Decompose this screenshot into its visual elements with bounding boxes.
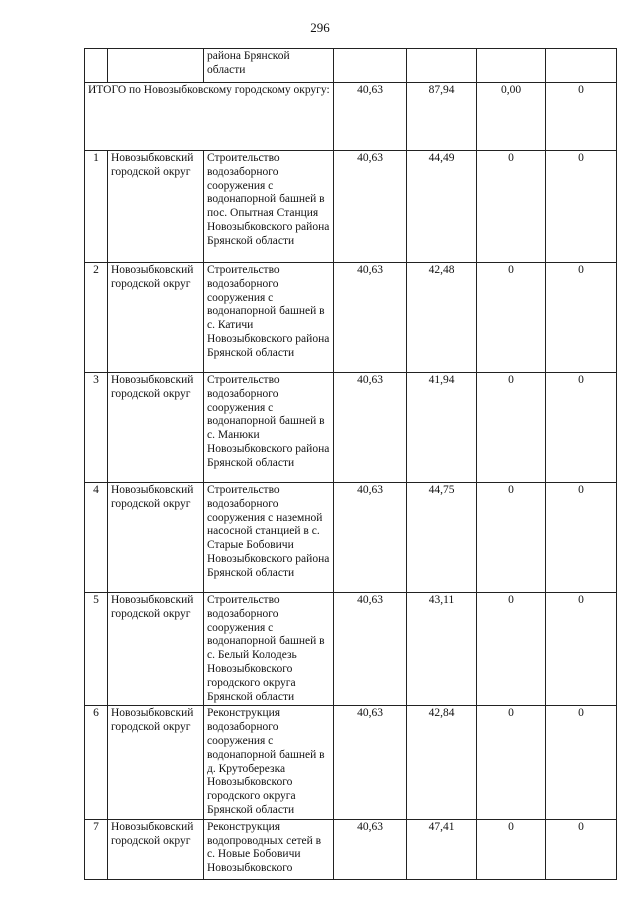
value-cell: 42,48	[407, 263, 477, 373]
value-cell: 40,63	[334, 151, 407, 263]
value-cell: 42,84	[407, 706, 477, 819]
value-cell	[546, 49, 617, 83]
funding-table	[84, 48, 617, 880]
district-cell: Новозыбковский городской округ	[108, 151, 204, 263]
district-cell	[108, 49, 204, 83]
object-cell: района Брянской области	[204, 49, 334, 83]
table-row	[85, 819, 617, 879]
value-cell: 0	[546, 263, 617, 373]
table-row-itogo	[85, 83, 617, 151]
value-cell: 43,11	[407, 593, 477, 706]
table-row	[85, 593, 617, 706]
value-cell: 0	[546, 593, 617, 706]
row-number: 2	[85, 263, 108, 373]
itogo-value-3: 0,00	[477, 83, 546, 151]
district-cell: Новозыбковский городской округ	[108, 483, 204, 593]
district-cell: Новозыбковский городской округ	[108, 706, 204, 819]
value-cell: 0	[477, 373, 546, 483]
value-cell: 41,94	[407, 373, 477, 483]
object-cell: Строительство водозаборного сооружения с водонапорной башней в с. Катичи Новозыбковского района Брянской области	[204, 263, 334, 373]
district-cell: Новозыбковский городской округ	[108, 263, 204, 373]
value-cell: 0	[477, 593, 546, 706]
value-cell: 0	[477, 706, 546, 819]
value-cell: 0	[546, 151, 617, 263]
object-cell: Реконструкция водопроводных сетей в с. Новые Бобовичи Новозыбковского	[204, 819, 334, 879]
value-cell: 44,49	[407, 151, 477, 263]
itogo-value-2: 87,94	[407, 83, 477, 151]
row-number: 1	[85, 151, 108, 263]
value-cell: 40,63	[334, 706, 407, 819]
value-cell: 0	[477, 151, 546, 263]
value-cell: 0	[546, 706, 617, 819]
value-cell: 40,63	[334, 373, 407, 483]
row-number: 6	[85, 706, 108, 819]
value-cell: 40,63	[334, 263, 407, 373]
itogo-value-4: 0	[546, 83, 617, 151]
value-cell: 47,41	[407, 819, 477, 879]
table-row	[85, 151, 617, 263]
row-number: 5	[85, 593, 108, 706]
value-cell: 40,63	[334, 483, 407, 593]
value-cell: 0	[477, 263, 546, 373]
value-cell: 44,75	[407, 483, 477, 593]
district-cell: Новозыбковский городской округ	[108, 819, 204, 879]
value-cell: 40,63	[334, 593, 407, 706]
object-cell: Реконструкция водозаборного сооружения с водонапорной башней в д. Крутоберезка Новозыбковского городского округа Брянской области	[204, 706, 334, 819]
value-cell	[407, 49, 477, 83]
object-cell: Строительство водозаборного сооружения с наземной насосной станцией в с. Старые Бобовичи Новозыбковского района Брянской области	[204, 483, 334, 593]
row-number: 4	[85, 483, 108, 593]
value-cell: 40,63	[334, 819, 407, 879]
row-number: 3	[85, 373, 108, 483]
table-row	[85, 373, 617, 483]
value-cell: 0	[477, 819, 546, 879]
page-number: 296	[310, 20, 330, 35]
object-cell: Строительство водозаборного сооружения с водонапорной башней в пос. Опытная Станция Новозыбковского района Брянской области	[204, 151, 334, 263]
value-cell: 0	[546, 483, 617, 593]
num-cell	[85, 49, 108, 83]
table-row	[85, 483, 617, 593]
district-cell: Новозыбковский городской округ	[108, 373, 204, 483]
table-row-continued	[85, 49, 617, 83]
value-cell: 0	[546, 373, 617, 483]
object-cell: Строительство водозаборного сооружения с водонапорной башней в с. Белый Колодезь Новозыбковского городского округа Брянской области	[204, 593, 334, 706]
object-cell: Строительство водозаборного сооружения с водонапорной башней в с. Манюки Новозыбковского района Брянской области	[204, 373, 334, 483]
itogo-label: ИТОГО по Новозыбковскому городскому округу:	[85, 83, 334, 151]
value-cell	[477, 49, 546, 83]
row-number: 7	[85, 819, 108, 879]
table-row	[85, 263, 617, 373]
district-cell: Новозыбковский городской округ	[108, 593, 204, 706]
value-cell: 0	[546, 819, 617, 879]
itogo-value-1: 40,63	[334, 83, 407, 151]
value-cell	[334, 49, 407, 83]
value-cell: 0	[477, 483, 546, 593]
table-row	[85, 706, 617, 819]
